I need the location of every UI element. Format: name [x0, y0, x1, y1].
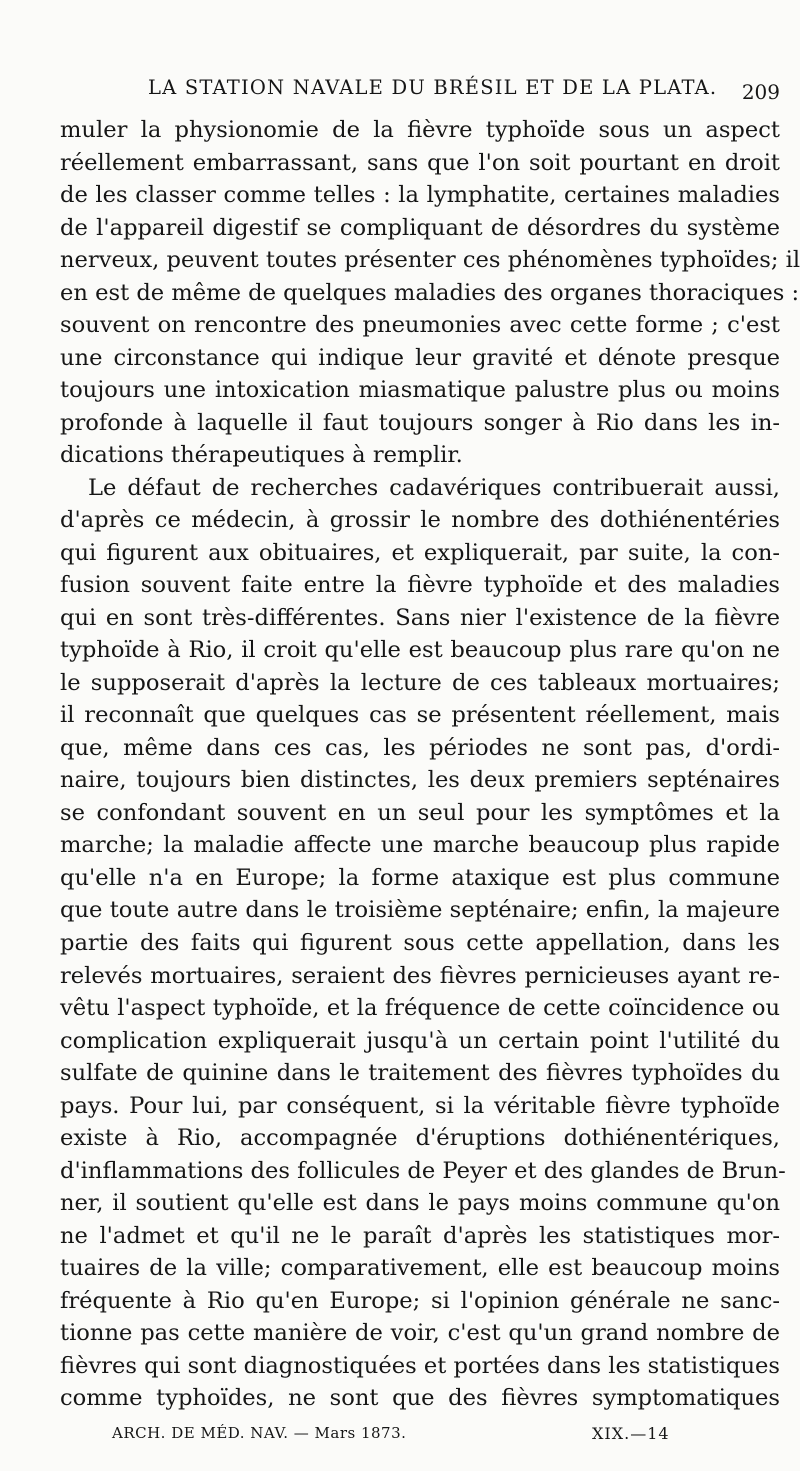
text-line: en est de même de quelques maladies des organes thoraciques : [60, 279, 800, 306]
text-line: que, même dans ces cas, les périodes ne sont pas, d'ordi- [60, 734, 780, 761]
text-line: que toute autre dans le troisième septénaire; enfin, la majeure [60, 897, 780, 924]
text-line: naire, toujours bien distinctes, les deux premiers septénaires [60, 767, 780, 794]
text-line: ner, il soutient qu'elle est dans le pays moins commune qu'on [60, 1190, 780, 1217]
page-footer [60, 1424, 780, 1448]
running-title: LA STATION NAVALE DU BRÉSIL ET DE LA PLATA. [148, 76, 718, 99]
text-line: se confondant souvent en un seul pour les symptômes et la [60, 799, 780, 826]
page-header [60, 76, 780, 106]
text-line: qu'elle n'a en Europe; la forme ataxique est plus commune [60, 864, 780, 891]
text-line: relevés mortuaires, seraient des fièvres pernicieuses ayant re- [60, 962, 780, 989]
page-number: 209 [741, 80, 780, 104]
text-line: vêtu l'aspect typhoïde, et la fréquence de cette coïncidence ou [60, 995, 780, 1022]
text-line: fréquente à Rio qu'en Europe; si l'opinion générale ne sanc- [60, 1287, 780, 1314]
text-line: comme typhoïdes, ne sont que des fièvres symptomatiques [60, 1385, 780, 1412]
text-line: sulfate de quinine dans le traitement des fièvres typhoïdes du [60, 1060, 780, 1087]
text-line: typhoïde à Rio, il croit qu'elle est beaucoup plus rare qu'on ne [60, 637, 780, 664]
text-line: existe à Rio, accompagnée d'éruptions dothiénentériques, [60, 1125, 780, 1152]
text-line: ne l'admet et qu'il ne le paraît d'après les statistiques mor- [60, 1222, 780, 1249]
text-line: d'inflammations des follicules de Peyer et des glandes de Brun- [60, 1157, 786, 1184]
text-line: nerveux, peuvent toutes présenter ces phénomènes typhoïdes; il [60, 247, 800, 274]
text-line: pays. Pour lui, par conséquent, si la véritable fièvre typhoïde [60, 1092, 780, 1119]
text-line: marche; la maladie affecte une marche beaucoup plus rapide [60, 832, 780, 859]
text-line: profonde à laquelle il faut toujours songer à Rio dans les in- [60, 409, 780, 436]
text-line: fusion souvent faite entre la fièvre typhoïde et des maladies [60, 572, 780, 599]
text-line: le supposerait d'après la lecture de ces tableaux mortuaires; [60, 669, 780, 696]
text-line: complication expliquerait jusqu'à un certain point l'utilité du [60, 1027, 780, 1054]
text-line: de l'appareil digestif se compliquant de désordres du système [60, 214, 780, 241]
text-line: Le défaut de recherches cadavériques contribuerait aussi, [88, 474, 780, 501]
text-line: tionne pas cette manière de voir, c'est qu'un grand nombre de [60, 1320, 780, 1347]
text-line: souvent on rencontre des pneumonies avec cette forme ; c'est [60, 312, 780, 339]
text-line: une circonstance qui indique leur gravité et dénote presque [60, 344, 780, 371]
text-line: fièvres qui sont diagnostiquées et portées dans les statistiques [60, 1352, 780, 1379]
text-line: partie des faits qui figurent sous cette appellation, dans les [60, 930, 780, 956]
text-line: dications thérapeutiques à remplir. [60, 442, 463, 469]
text-line: réellement embarrassant, sans que l'on soit pourtant en droit [60, 149, 780, 176]
volume-sheet-mark: XIX.—14 [592, 1424, 670, 1443]
journal-signature: ARCH. DE MÉD. NAV. — Mars 1873. [112, 1424, 407, 1442]
text-line: de les classer comme telles : la lymphatite, certaines maladies [60, 182, 780, 209]
text-line: d'après ce médecin, à grossir le nombre des dothiénentéries [60, 507, 780, 534]
text-line: muler la physionomie de la fièvre typhoïde sous un aspect [60, 117, 780, 143]
text-line: qui figurent aux obituaires, et expliquerait, par suite, la con- [60, 539, 780, 566]
text-line: toujours une intoxication miasmatique palustre plus ou moins [60, 377, 780, 404]
text-line: tuaires de la ville; comparativement, elle est beaucoup moins [60, 1255, 780, 1282]
text-line: qui en sont très-différentes. Sans nier l'existence de la fièvre [60, 604, 780, 631]
text-line: il reconnaît que quelques cas se présentent réellement, mais [60, 702, 780, 729]
